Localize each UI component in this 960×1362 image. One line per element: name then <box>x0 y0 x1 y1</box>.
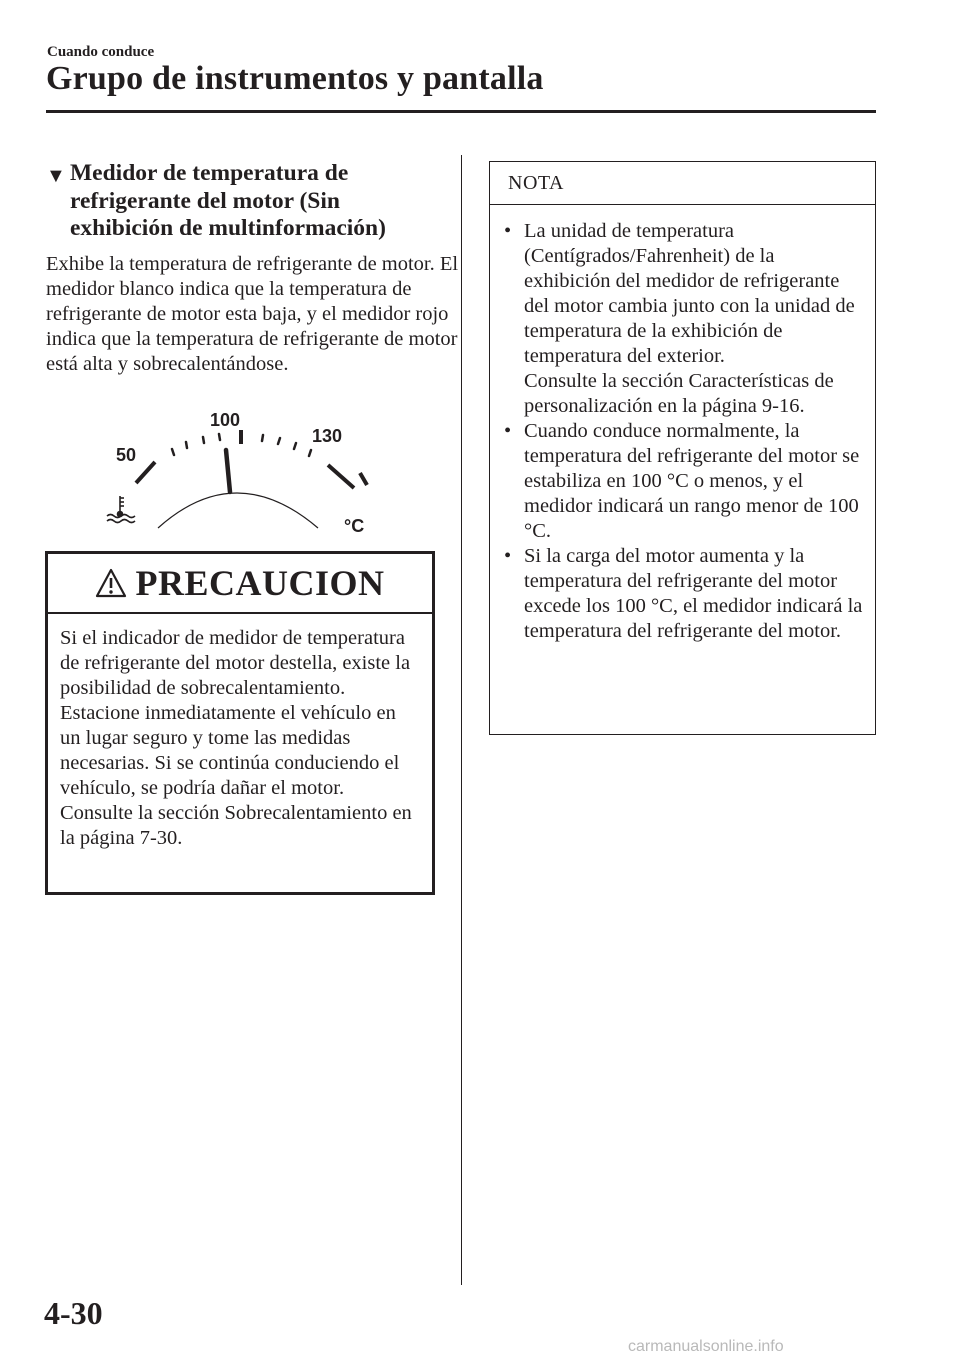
coolant-gauge-illustration <box>96 400 386 540</box>
gauge-tick-high <box>360 473 367 485</box>
note-box <box>489 161 876 735</box>
bullet-icon: • <box>504 420 512 442</box>
gauge-unit-label: °C <box>344 516 365 536</box>
chapter-label: Cuando conduce <box>47 44 155 60</box>
note-item <box>504 419 865 544</box>
coolant-temperature-icon <box>107 496 135 523</box>
caution-reference: Consulte la sección Sobrecalentamiento en la página 7-30. <box>60 802 412 849</box>
gauge-label-low: 50 <box>116 445 137 465</box>
bullet-icon: • <box>504 545 512 567</box>
section-heading <box>46 160 446 243</box>
note-title: NOTA <box>490 162 875 205</box>
warning-triangle-icon <box>95 568 127 598</box>
gauge-label-high: 130 <box>312 426 343 446</box>
caution-header <box>48 554 432 614</box>
gauge-tick-low <box>136 462 155 483</box>
caution-body: Si el indicador de medidor de temperatura de refrigerante del motor destella, existe la posibilidad de sobrecalentamiento. Estacione inmediatamente el vehículo en un lugar seguro y tome las medidas necesarias. Si se continúa conduciendo el vehículo, se podría dañar el motor. <box>60 627 411 799</box>
page-number: 4-30 <box>44 1295 103 1331</box>
gauge-red-zone <box>328 465 354 488</box>
title-rule <box>46 110 876 113</box>
page-title: Grupo de instrumentos y pantalla <box>46 60 544 97</box>
note-item-text: Cuando conduce normalmente, la temperatura del refrigerante del motor se estabiliza en 100 °C o menos, y el medidor indicará un rango menor de 100 °C. <box>524 420 860 542</box>
note-list <box>490 205 875 644</box>
note-item <box>504 219 865 419</box>
caution-box <box>45 551 435 895</box>
caution-text <box>48 614 432 851</box>
bullet-icon: • <box>504 220 512 242</box>
section-body: Exhibe la temperatura de refrigerante de motor. El medidor blanco indica que la temperatura de refrigerante de motor esta baja, y el medidor rojo indica que la temperatura de refrigerante de motor está alta y sobrecalentándose. <box>46 253 459 375</box>
note-item-reference: Consulte la sección Características de personalización en la página 9-16. <box>524 370 834 417</box>
caution-title: PRECAUCION <box>135 563 385 603</box>
note-item <box>504 544 865 644</box>
note-item-text: Si la carga del motor aumenta y la temperatura del refrigerante del motor excede los 100 °C, el medidor indicará la temperatura del refrigerante del motor. <box>524 545 863 642</box>
gauge-label-mid: 100 <box>210 410 241 430</box>
gauge-needle <box>226 450 230 492</box>
gauge-dial-arc <box>158 493 318 528</box>
watermark: carmanualsonline.info <box>628 1338 784 1355</box>
note-item-text: La unidad de temperatura (Centígrados/Fahrenheit) de la exhibición del medidor de refrigerante del motor cambia junto con la unidad de temperatura de la exhibición de temperatura del exterior. <box>524 220 855 367</box>
section-heading-text: Medidor de temperatura de refrigerante del motor (Sin exhibición de multinformación) <box>70 160 386 241</box>
heading-triangle-icon: ▼ <box>46 165 66 187</box>
